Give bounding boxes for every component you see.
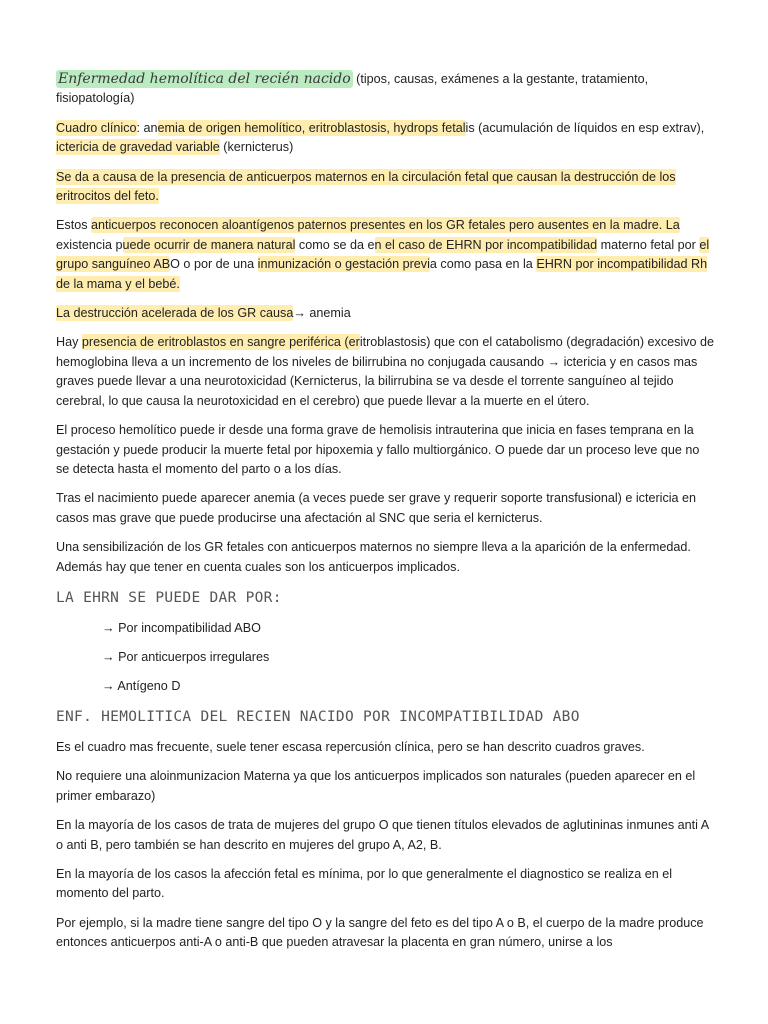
text: como se da e <box>295 237 375 252</box>
highlight-text: presencia de eritroblastos en sangre periférica (er <box>81 335 360 350</box>
document-page <box>56 70 716 963</box>
text: existencia p <box>56 237 123 252</box>
causes-list <box>102 619 716 696</box>
highlight-text: anticuerpos reconocen aloantígenos paternos presentes en los GR fetales pero ausentes en la madre. La <box>91 218 680 233</box>
paragraph-hemolytic-process: El proceso hemolítico puede ir desde una forma grave de hemolisis intrauterina que inicia en fases temprana en la gestación y puede producir la muerte fetal por hipoxemia y fallo multiorgánico. O puede dar un proceso leve que no se detecta hasta el momento del parto o a los días. <box>56 423 700 476</box>
paragraph-example: Por ejemplo, si la madre tiene sangre del tipo O y la sangre del feto es del tipo A o B, el cuerpo de la madre produce entonces anticuerpos anti-A o anti-B que pueden atravesar la placenta en gran número, unirse a los <box>56 915 704 950</box>
text: → anemia <box>293 306 351 321</box>
highlight-text: EHRN por incompatibilidad Rh de la mama y el bebé. <box>56 257 708 291</box>
highlight-text: Se da a causa de la presencia de anticuerpos maternos en la circulación fetal que causan la destrucción de los eritrocitos del feto. <box>56 169 676 204</box>
highlight-text: inmunización o gestación previ <box>257 257 430 272</box>
title-subtext: (tipos, causas, exámenes a la gestante, tratamiento, fisiopatología) <box>56 72 649 106</box>
text: Hay <box>56 335 82 350</box>
text: materno fetal por <box>597 237 700 252</box>
highlight-text: uede ocurrir de manera natural <box>122 237 296 252</box>
paragraph-sensitization: Una sensibilización de los GR fetales con anticuerpos maternos no siempre lleva a la aparición de la enfermedad. Además hay que tener en cuenta cuales son los anticuerpos implicados. <box>56 540 691 574</box>
highlight-text: ictericia de gravedad variable <box>56 140 220 155</box>
paragraph-destruction <box>56 304 716 323</box>
paragraph-erythroblasts <box>56 333 716 411</box>
section-heading-abo: ENF. HEMOLITICA DEL RECIEN NACIDO POR INCOMPATIBILIDAD ABO <box>56 708 580 725</box>
paragraph-clinical-picture <box>56 119 716 158</box>
paragraph-group-o: En la mayoría de los casos de trata de mujeres del grupo O que tienen títulos elevados de aglutininas inmunes anti A o anti B, pero también se han descrito en mujeres del grupo A, A2, B. <box>56 818 709 852</box>
paragraph-frequency: Es el cuadro mas frecuente, suele tener escasa repercusión clínica, pero se han descrito cuadros graves. <box>56 739 645 754</box>
list-item: → Por anticuerpos irregulares <box>102 649 270 664</box>
document-title: Enfermedad hemolítica del recién nacido <box>58 71 351 87</box>
paragraph-title <box>56 70 716 109</box>
highlight-text: el grupo sanguíneo AB <box>56 237 710 272</box>
text: itroblastosis) que con el catabolismo (degradación) excesivo de hemoglobina lleva a un incremento de los niveles de bilirrubina no conjugada causando → ictericia y en casos mas graves puede llevar a una neurotoxicidad (Kernicterus, la bilirrubina se va desde el torrente sanguíneo al tejido cerebral, lo que causa la neurotoxicidad en el cerebro) que puede llevar a la muerte en el útero. <box>56 335 715 408</box>
list-item: → Antígeno D <box>102 678 181 693</box>
text: Estos <box>56 218 91 233</box>
highlight-text: n el caso de EHRN por incompatibilidad <box>374 237 598 252</box>
paragraph-antibodies <box>56 216 716 294</box>
text: a como pasa en la <box>429 257 537 272</box>
highlight-text: La destrucción acelerada de los GR causa <box>56 306 294 321</box>
text: : an <box>136 120 158 135</box>
paragraph-cause <box>56 168 716 207</box>
list-item: → Por incompatibilidad ABO <box>102 620 261 635</box>
text: (kernicterus) <box>219 140 294 155</box>
highlight-text: Cuadro clínico <box>56 120 137 135</box>
paragraph-diagnosis: En la mayoría de los casos la afección fetal es mínima, por lo que generalmente el diagnostico se realiza en el momento del parto. <box>56 866 673 901</box>
section-heading-causes: LA EHRN SE PUEDE DAR POR: <box>56 589 282 606</box>
text: O o por de una <box>170 257 258 272</box>
text: is (acumulación de líquidos en esp extrav), <box>465 120 705 135</box>
paragraph-after-birth: Tras el nacimiento puede aparecer anemia (a veces puede ser grave y requerir soporte transfusional) e ictericia en casos mas grave que puede producirse una afectación al SNC que seria el kernicterus. <box>56 491 697 525</box>
paragraph-alloimmunization: No requiere una aloinmunizacion Materna ya que los anticuerpos implicados son naturales (pueden aparecer en el primer embarazo) <box>56 769 696 803</box>
highlight-text: emia de origen hemolítico, eritroblastosis, hydrops fetal <box>157 120 466 135</box>
